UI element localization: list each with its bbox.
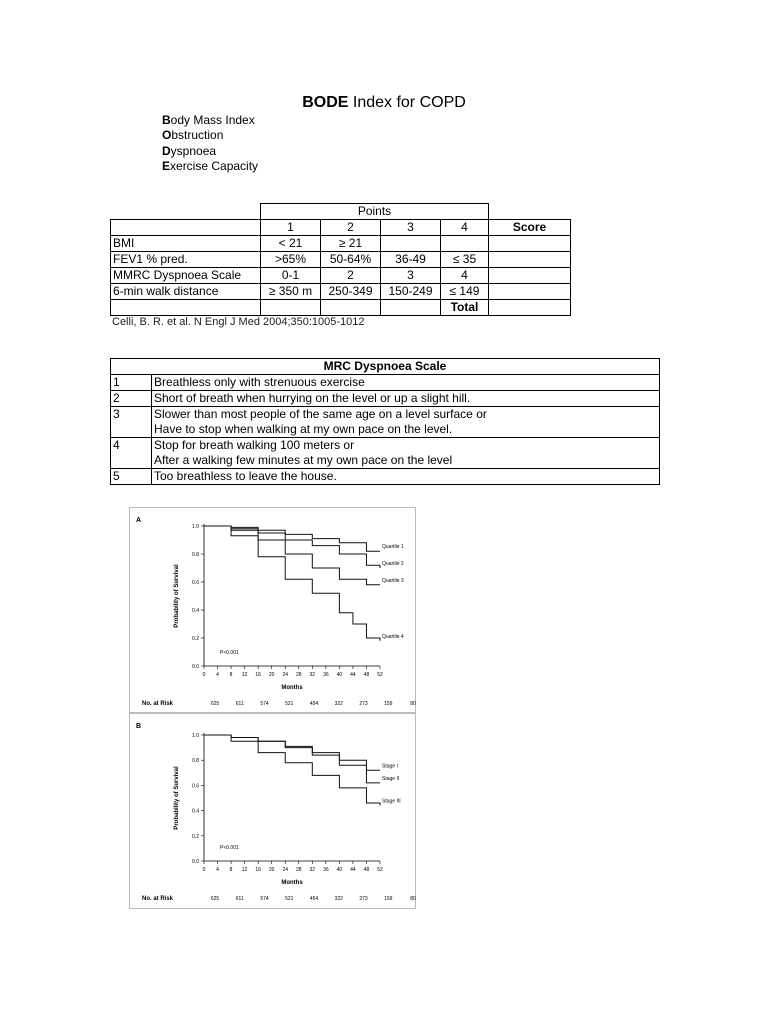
x-tick-label: 52	[377, 672, 383, 678]
y-tick-label: 0.4	[192, 808, 199, 815]
score-cell	[489, 268, 571, 284]
x-tick-label: 48	[363, 672, 370, 678]
y-tick-label: 0.6	[192, 783, 199, 790]
x-tick-label: 36	[323, 867, 329, 873]
p-value-annotation: P<0.001	[220, 845, 239, 851]
risk-value: 273	[359, 701, 368, 707]
title-bold: BODE	[302, 94, 349, 111]
series-line	[204, 526, 380, 551]
x-axis-label: Months	[281, 880, 303, 886]
citation: Celli, B. R. et al. N Engl J Med 2004;350:1005-1012	[112, 316, 365, 328]
y-tick-label: 0.0	[192, 664, 199, 670]
panel-letter: B	[136, 723, 142, 730]
y-tick-label: 0.0	[192, 859, 199, 865]
risk-value: 322	[334, 896, 343, 902]
x-tick-label: 32	[309, 672, 316, 678]
risk-value: 611	[235, 896, 244, 902]
bode-table	[110, 203, 571, 316]
total-cell	[489, 300, 571, 316]
risk-value: 80	[410, 701, 416, 707]
risk-label: No. at Risk	[142, 701, 174, 707]
acronym-list	[162, 113, 258, 174]
title-rest: Index for COPD	[348, 94, 466, 111]
x-tick-label: 0	[202, 867, 206, 873]
table-row: 6-min walk distance ≥ 350 m 250-349 150-249 ≤ 149	[111, 284, 571, 300]
x-tick-label: 4	[216, 867, 219, 873]
y-tick-label: 1.0	[192, 524, 199, 530]
table-row: 2 Short of breath when hurrying on the level or up a slight hill.	[111, 391, 660, 407]
x-tick-label: 32	[309, 867, 316, 873]
x-tick-label: 8	[229, 867, 233, 873]
score-cell	[489, 236, 571, 252]
table-row: 4 Stop for breath walking 100 meters or After a walking few minutes at my own pace on the level	[111, 438, 660, 469]
acronym-item: Exercise Capacity	[162, 158, 259, 173]
points-col: 1	[261, 220, 321, 236]
x-tick-label: 40	[336, 867, 343, 873]
x-tick-label: 20	[268, 672, 275, 678]
acronym-item: Body Mass Index	[162, 113, 255, 127]
x-tick-label: 8	[229, 672, 233, 678]
x-tick-label: 20	[268, 867, 275, 873]
x-tick-label: 44	[350, 867, 356, 873]
table-row: BMI < 21 ≥ 21	[111, 236, 571, 252]
x-tick-label: 36	[323, 672, 329, 678]
x-tick-label: 40	[336, 672, 343, 678]
table-row	[111, 300, 571, 316]
table-row: 5 Too breathless to leave the house.	[111, 469, 660, 485]
x-tick-label: 52	[377, 867, 383, 873]
risk-value: 521	[285, 701, 294, 707]
x-tick-label: 0	[202, 672, 206, 678]
y-tick-label: 1.0	[192, 733, 199, 739]
y-axis-label: Probability of Survival	[174, 564, 180, 628]
risk-value: 273	[359, 896, 368, 902]
series-label: Quartile 4	[382, 633, 404, 640]
series-label: Stage III	[382, 798, 401, 805]
survival-chart-a	[129, 507, 416, 713]
series-label: Stage I	[382, 763, 398, 770]
y-tick-label: 0.6	[192, 580, 199, 586]
x-tick-label: 4	[216, 672, 219, 678]
risk-value: 625	[210, 896, 220, 902]
y-tick-label: 0.8	[192, 552, 199, 558]
score-header: Score	[489, 220, 571, 236]
risk-value: 322	[334, 701, 343, 707]
mrc-dyspnoea-table	[110, 358, 660, 485]
p-value-annotation: P<0.001	[220, 650, 239, 656]
points-col: 3	[381, 220, 441, 236]
series-line	[204, 735, 380, 783]
x-tick-label: 44	[350, 672, 356, 678]
chart-b-svg	[130, 714, 415, 908]
table-row: MMRC Dyspnoea Scale 0-1 2 3 4	[111, 268, 571, 284]
points-col: 4	[441, 220, 489, 236]
y-tick-label: 0.2	[192, 636, 199, 642]
total-label: Total	[441, 300, 489, 316]
points-col: 2	[321, 220, 381, 236]
series-line	[204, 735, 380, 806]
y-tick-label: 0.2	[192, 833, 199, 840]
risk-value: 80	[410, 896, 416, 902]
y-axis-label: Probability of Survival	[174, 766, 180, 830]
series-label: Quartile 3	[382, 577, 404, 584]
risk-label: No. at Risk	[142, 896, 174, 902]
series-line	[204, 526, 380, 568]
x-tick-label: 28	[295, 867, 302, 873]
points-header: Points	[261, 204, 489, 220]
x-tick-label: 12	[241, 672, 248, 678]
y-tick-label: 0.8	[192, 758, 199, 765]
risk-value: 574	[260, 701, 269, 707]
table-row: 3 Slower than most people of the same age on a level surface or Have to stop when walking at my own pace on the level.	[111, 407, 660, 438]
table-row: 1 Breathless only with strenuous exercise	[111, 375, 660, 391]
risk-value: 159	[384, 701, 393, 707]
table-row: FEV1 % pred. >65% 50-64% 36-49 ≤ 35	[111, 252, 571, 268]
risk-value: 454	[309, 896, 319, 902]
x-tick-label: 12	[241, 867, 248, 873]
x-tick-label: 24	[282, 672, 289, 678]
risk-value: 574	[260, 896, 269, 902]
mrc-header: MRC Dyspnoea Scale	[111, 359, 660, 375]
risk-value: 625	[210, 701, 220, 707]
page-title	[0, 94, 768, 112]
panel-letter: A	[136, 517, 142, 524]
series-label: Quartile 1	[382, 544, 404, 551]
x-tick-label: 24	[282, 867, 289, 873]
series-label: Quartile 2	[382, 561, 404, 567]
chart-a-svg	[130, 508, 415, 712]
risk-value: 159	[384, 896, 393, 902]
score-cell	[489, 252, 571, 268]
survival-chart-b	[129, 713, 416, 909]
x-tick-label: 28	[295, 672, 302, 678]
risk-value: 521	[285, 896, 294, 902]
risk-value: 454	[309, 701, 319, 707]
y-tick-label: 0.4	[192, 608, 199, 614]
acronym-item: Obstruction	[162, 128, 224, 143]
x-tick-label: 16	[255, 672, 261, 678]
series-label: Stage II	[382, 775, 400, 782]
risk-value: 611	[235, 701, 244, 707]
score-cell	[489, 284, 571, 300]
acronym-item: Dyspnoea	[162, 143, 217, 158]
x-tick-label: 48	[363, 867, 370, 873]
x-axis-label: Months	[281, 685, 303, 691]
x-tick-label: 16	[255, 867, 261, 873]
